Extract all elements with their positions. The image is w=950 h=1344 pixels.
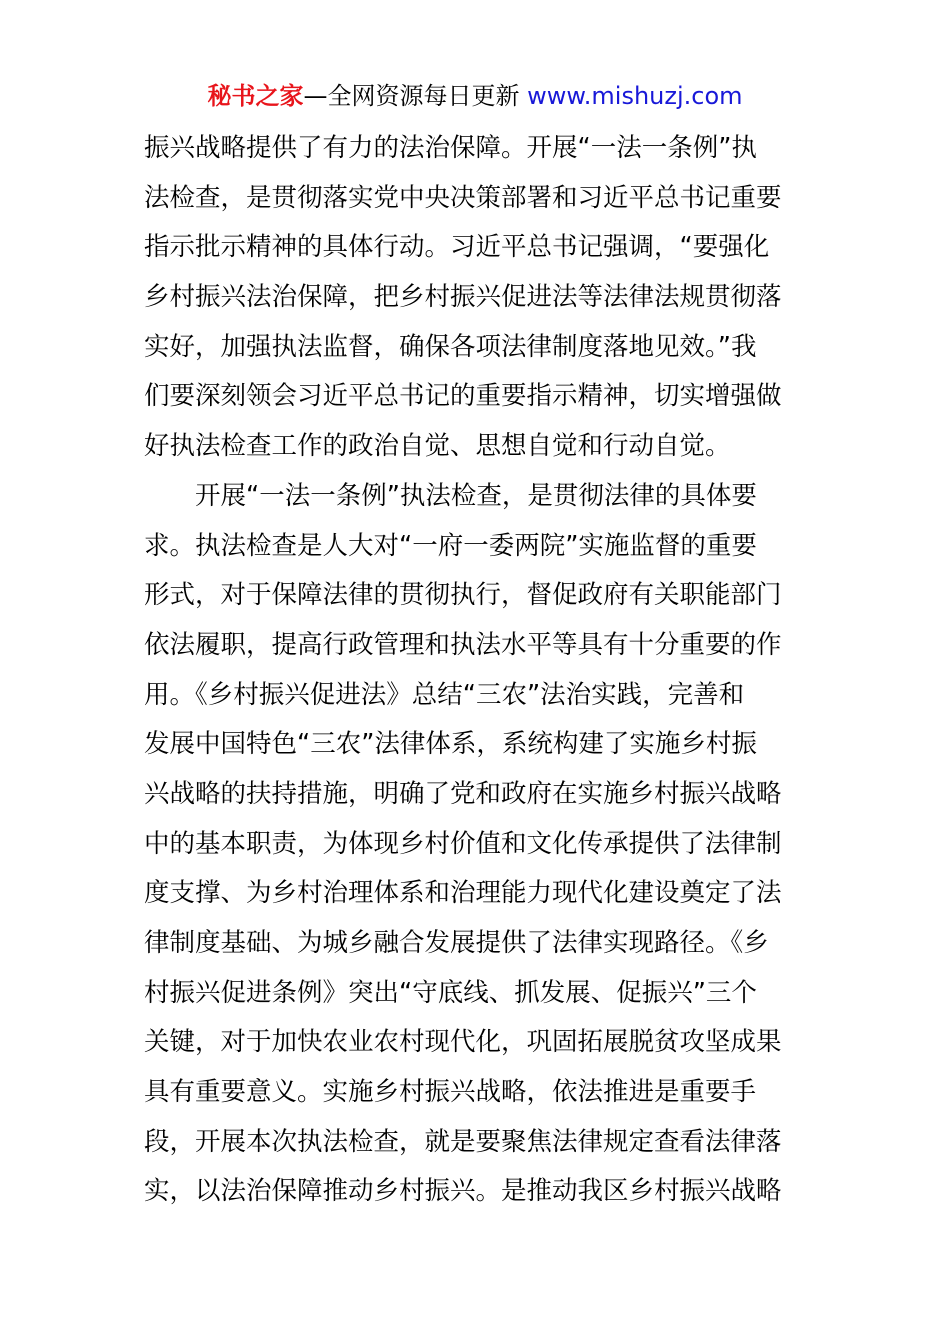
brand-name: 秘书之家: [207, 82, 304, 110]
text-line: 指示批示精神的具体行动。习近平总书记强调，“要强化: [144, 232, 770, 263]
text-line: 求。执法检查是人大对“一府一委两院”实施监督的重要: [144, 530, 757, 561]
text-line: 段，开展本次执法检查，就是要聚焦法律规定查看法律落: [144, 1126, 782, 1157]
text-line: 实，以法治保障推动乡村振兴。是推动我区乡村振兴战略: [144, 1176, 782, 1207]
text-line: 好执法检查工作的政治自觉、思想自觉和行动自觉。: [144, 431, 731, 462]
text-line: 具有重要意义。实施乡村振兴战略，依法推进是重要手: [144, 1077, 757, 1108]
page-header: [0, 80, 950, 112]
document-body: [144, 124, 814, 1217]
site-url: www.mishuzj.com: [527, 82, 743, 110]
text-line: 关键，对于加快农业农村现代化，巩固拓展脱贫攻坚成果: [144, 1027, 782, 1058]
text-line: 实好，加强执法监督，确保各项法律制度落地见效。”我: [144, 331, 757, 362]
text-line: 发展中国特色“三农”法律体系，系统构建了实施乡村振: [144, 729, 757, 760]
text-line: 中的基本职责，为体现乡村价值和文化传承提供了法律制: [144, 828, 782, 859]
text-line: 们要深刻领会习近平总书记的重要指示精神，切实增强做: [144, 381, 782, 412]
text-line: 乡村振兴法治保障，把乡村振兴促进法等法律法规贯彻落: [144, 282, 782, 313]
text-line: 依法履职，提高行政管理和执法水平等具有十分重要的作: [144, 629, 782, 660]
text-line: 用。《乡村振兴促进法》总结“三农”法治实践，完善和: [144, 679, 745, 710]
text-line: 度支撑、为乡村治理体系和治理能力现代化建设奠定了法: [144, 878, 782, 909]
text-line: 村振兴促进条例》突出“守底线、抓发展、促振兴”三个: [144, 977, 757, 1008]
text-line: 振兴战略提供了有力的法治保障。开展“一法一条例”执: [144, 133, 757, 163]
text-line: 兴战略的扶持措施，明确了党和政府在实施乡村振兴战略: [144, 778, 782, 809]
header-slogan: —全网资源每日更新: [303, 82, 528, 110]
text-line: 法检查，是贯彻落实党中央决策部署和习近平总书记重要: [144, 182, 782, 213]
text-line: 律制度基础、为城乡融合发展提供了法律实现路径。《乡: [144, 928, 769, 958]
paragraph-first-line: 开展“一法一条例”执法检查，是贯彻法律的具体要: [195, 480, 757, 511]
text-line: 形式，对于保障法律的贯彻执行，督促政府有关职能部门: [144, 580, 782, 611]
